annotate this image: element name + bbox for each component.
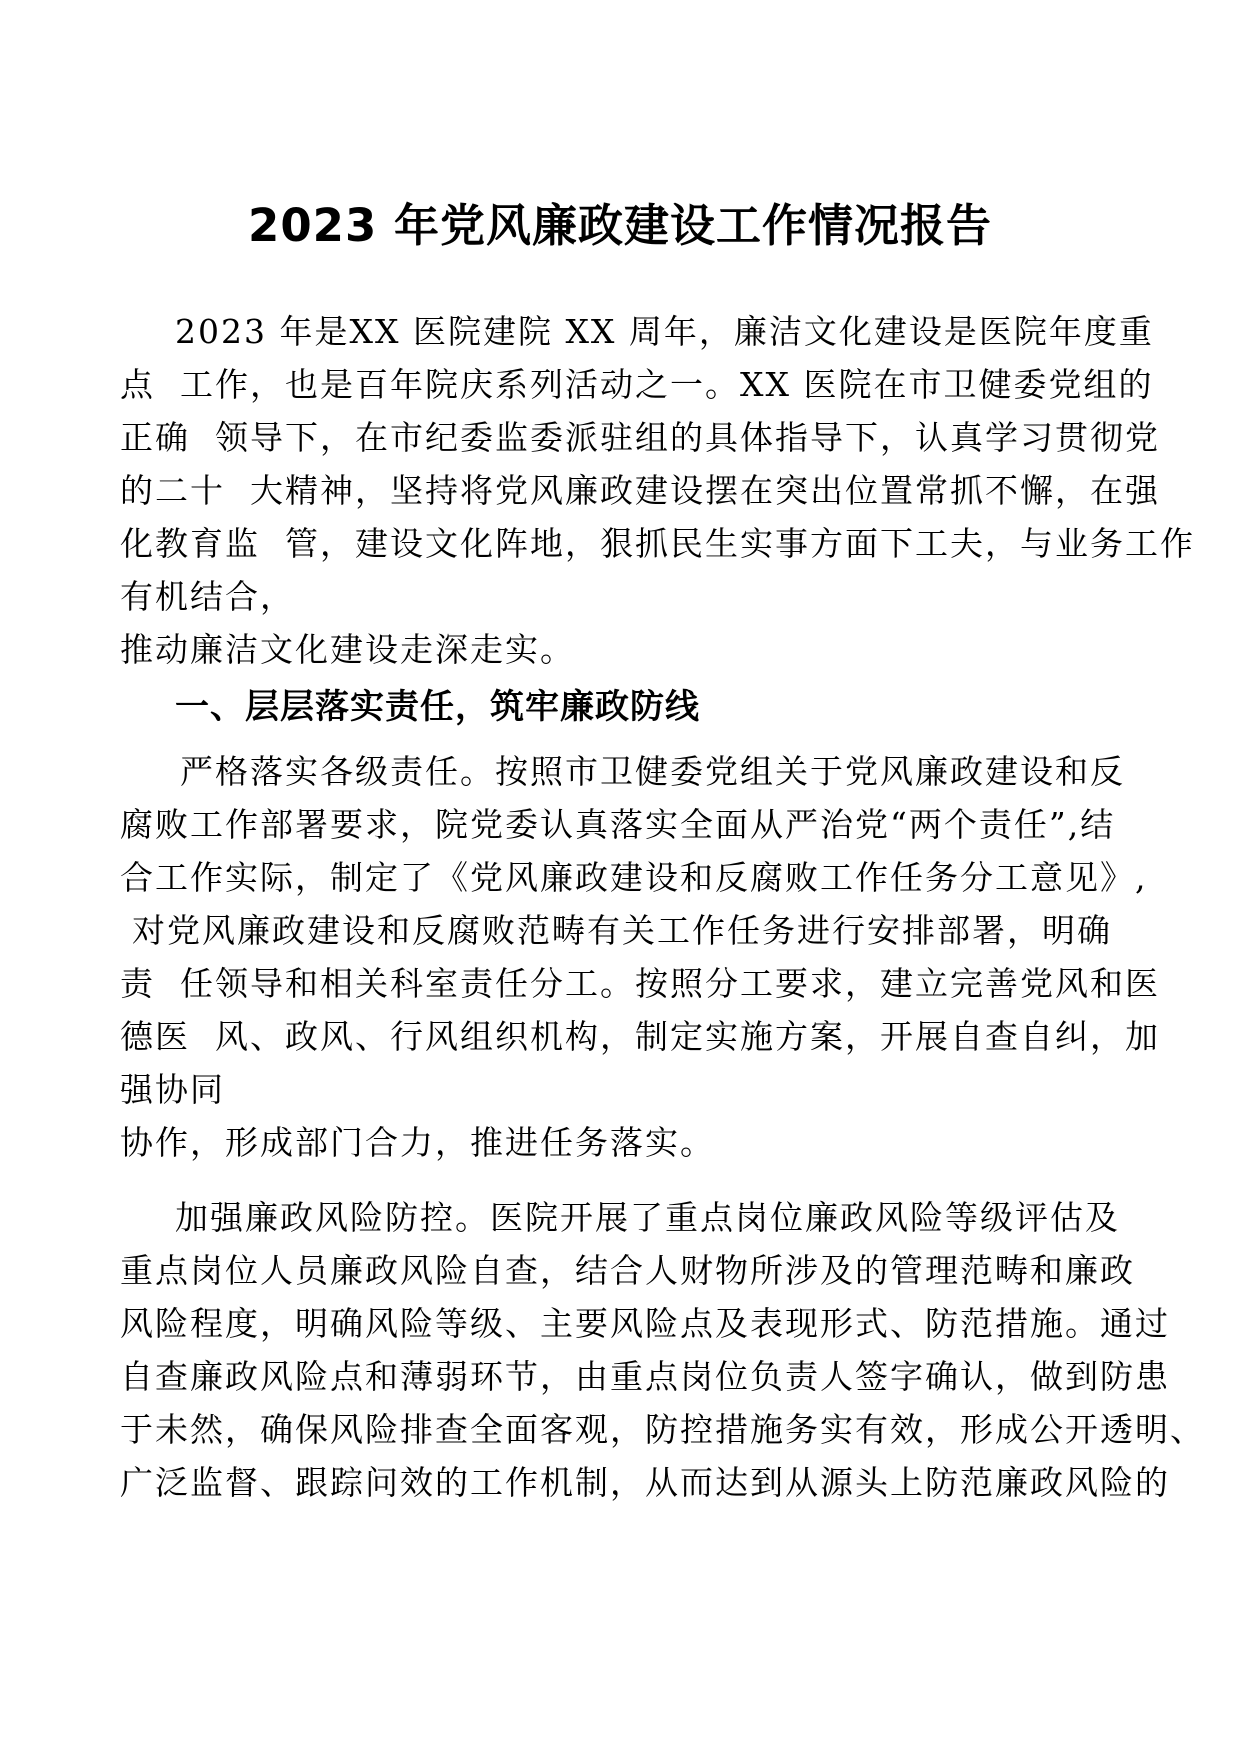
document-title: 2023 年党风廉政建设工作情况报告 <box>248 199 992 252</box>
paragraph-line: 严格落实各级责任。按照市卫健委党组关于党风廉政建设和反 <box>180 752 1125 791</box>
paragraph-line: 广泛监督、跟踪问效的工作机制，从而达到从源头上防范廉政风险的 <box>120 1463 1170 1502</box>
paragraph-line: 2023 年是XX 医院建院 XX 周年，廉洁文化建设是医院年度重 <box>175 312 1154 351</box>
paragraph-line: 化教育监 管，建设文化阵地，狠抓民生实事方面下工夫，与业务工作 <box>120 524 1195 563</box>
paragraph-line: 风险程度，明确风险等级、主要风险点及表现形式、防范措施。通过 <box>120 1304 1170 1343</box>
paragraph-line: 正确 领导下，在市纪委监委派驻组的具体指导下，认真学习贯彻党 <box>120 418 1160 457</box>
paragraph-line: 腐败工作部署要求，院党委认真落实全面从严治党“两个责任”,结 <box>120 805 1116 844</box>
paragraph-line: 协作，形成部门合力，推进任务落实。 <box>120 1123 715 1162</box>
paragraph-line: 合工作实际，制定了《党风廉政建设和反腐败工作任务分工意见》, <box>120 858 1148 897</box>
paragraph-line: 强协同 <box>120 1070 225 1109</box>
paragraph-line: 推动廉洁文化建设走深走实。 <box>120 630 575 669</box>
paragraph-line: 自查廉政风险点和薄弱环节，由重点岗位负责人签字确认，做到防患 <box>120 1357 1170 1396</box>
paragraph-line: 重点岗位人员廉政风险自查，结合人财物所涉及的管理范畴和廉政 <box>120 1251 1135 1290</box>
section-heading: 一、层层落实责任，筑牢廉政防线 <box>175 687 700 727</box>
paragraph-line: 对党风廉政建设和反腐败范畴有关工作任务进行安排部署，明确 <box>132 911 1112 950</box>
paragraph-line: 点 工作，也是百年院庆系列活动之一。XX 医院在市卫健委党组的 <box>120 365 1154 404</box>
paragraph-line: 的二十 大精神，坚持将党风廉政建设摆在突出位置常抓不懈，在强 <box>120 471 1160 510</box>
paragraph-line: 责 任领导和相关科室责任分工。按照分工要求，建立完善党风和医 <box>120 964 1160 1003</box>
paragraph-line: 于未然，确保风险排查全面客观，防控措施务实有效，形成公开透明、 <box>120 1410 1205 1449</box>
paragraph-line: 德医 风、政风、行风组织机构，制定实施方案，开展自查自纠，加 <box>120 1017 1160 1056</box>
paragraph-line: 加强廉政风险防控。医院开展了重点岗位廉政风险等级评估及 <box>175 1198 1120 1237</box>
paragraph-line: 有机结合， <box>120 577 295 616</box>
